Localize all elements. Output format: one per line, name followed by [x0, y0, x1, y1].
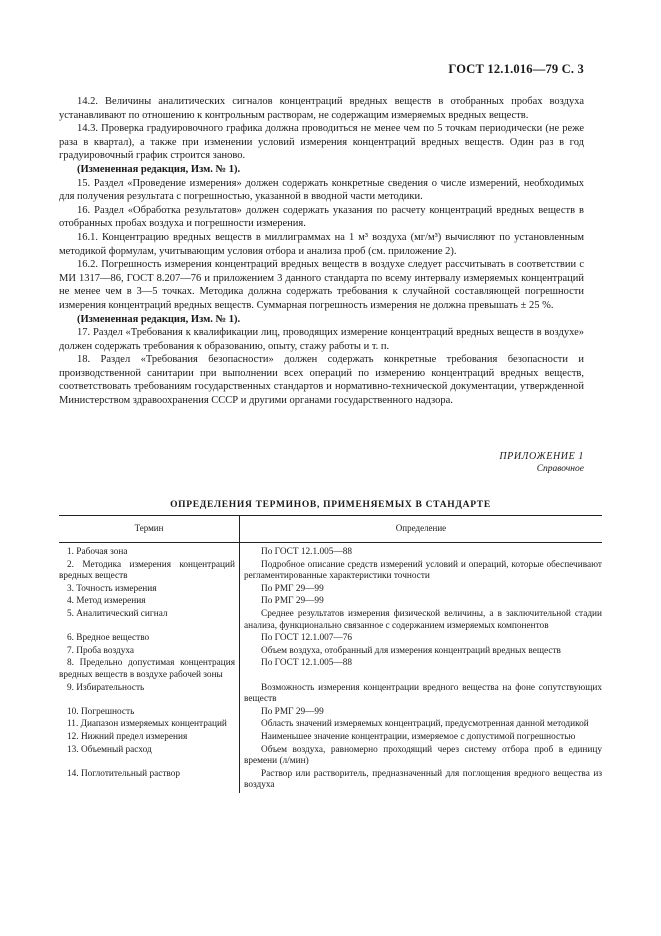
- definition-cell: Возможность измерения концентрации вредного вещества на фоне сопутствующих веществ: [244, 682, 602, 705]
- definition-cell: Область значений измеряемых концентраций, предусмотренная данной методикой: [261, 719, 589, 730]
- table-row: [59, 683, 602, 707]
- paragraph: 14.3. Проверка градуировочного графика должна проводиться не менее чем по 5 точкам периодически (не реже раза в квартал), а также при изменении условий измерения концентраций вредных веществ. Один раз в год градуировочный график строится заново.: [59, 123, 584, 162]
- definition-cell: Наименьшее значение концентрации, измеряемое с допустимой погрешностью: [261, 731, 576, 742]
- paragraph: 14.2. Величины аналитических сигналов концентраций вредных веществ в отобранных пробах воздуха устанавливают по отношению к контрольным растворам, не содержащим измеряемых вредных веществ.: [59, 96, 584, 121]
- appendix-label: [499, 451, 584, 474]
- definition-cell: По РМГ 29—99: [261, 596, 324, 607]
- table-row: [59, 769, 602, 793]
- table-row: [59, 646, 602, 659]
- paragraph: 16.2. Погрешность измерения концентраций вредных веществ в воздухе следует рассчитывать в соответствии с МИ 1317—86, ГОСТ 8.207—76 и приложением 3 данного стандарта по всему интервалу измеряемых концентраций не менее чем в 3—5 точках. Методика должна содержать требования к случайной составляющей погрешности измерения концентраций вредных веществ. Суммарная погрешность измерения не должна превышать ± 25 %.: [59, 259, 584, 311]
- definition-cell: Объем воздуха, равномерно проходящий через систему отбора проб в единицу времени (л/мин): [244, 744, 602, 767]
- definition-cell: По РМГ 29—99: [261, 706, 324, 717]
- definition-cell: Среднее результатов измерения физической величины, а в заключительной стадии анализа, функционально связанное с содержанием измеряемых компонентов: [244, 608, 602, 631]
- definition-cell: По ГОСТ 12.1.007—76: [261, 633, 352, 644]
- terms-table: [59, 515, 602, 793]
- table-row: [59, 745, 602, 769]
- table-row: [59, 560, 602, 584]
- table-row: [59, 543, 602, 560]
- definition-cell: По РМГ 29—99: [261, 583, 324, 594]
- table-row: [59, 584, 602, 597]
- term-cell: 12. Нижний предел измерения: [67, 731, 188, 742]
- appendix-title: ПРИЛОЖЕНИЕ 1: [499, 451, 584, 462]
- definition-cell: По ГОСТ 12.1.005—88: [261, 547, 352, 557]
- appendix-subtitle: Справочное: [536, 464, 584, 474]
- term-cell: 4. Метод измерения: [67, 596, 146, 607]
- definition-cell: Объем воздуха, отобранный для измерения концентраций вредных веществ: [261, 645, 561, 656]
- term-cell: 1. Рабочая зона: [67, 547, 128, 557]
- header-definition: Определение: [240, 516, 603, 543]
- term-cell: 14. Поглотительный раствор: [67, 768, 181, 779]
- term-cell: 8. Предельно допустимая концентрация вредных веществ в воздухе рабочей зоны: [59, 658, 235, 680]
- revision-note: (Измененная редакция, Изм. № 1).: [77, 313, 241, 325]
- table-title: ОПРЕДЕЛЕНИЯ ТЕРМИНОВ, ПРИМЕНЯЕМЫХ В СТАНДАРТЕ: [170, 500, 491, 510]
- table-row: [59, 707, 602, 720]
- table-row: [59, 596, 602, 609]
- term-cell: 5. Аналитический сигнал: [67, 608, 168, 619]
- paragraph: 16. Раздел «Обработка результатов» должен содержать указания по расчету концентраций вредных веществ в отобранных пробах воздуха и погрешности измерения.: [59, 204, 584, 230]
- body-text: [59, 95, 584, 408]
- page-header: ГОСТ 12.1.016—79 С. 3: [448, 62, 584, 76]
- paragraph: 16.1. Концентрацию вредных веществ в миллиграммах на 1 м³ воздуха (мг/м³) вычисляют по установленным методикой формулам, учитывающим условия отбора и анализа проб (см. приложение 2).: [59, 231, 584, 257]
- term-cell: 3. Точность измерения: [67, 583, 157, 594]
- term-cell: 13. Объемный расход: [67, 744, 152, 755]
- term-cell: 11. Диапазон измеряемых концентраций: [67, 719, 227, 730]
- table-row: [59, 732, 602, 745]
- paragraph: 17. Раздел «Требования к квалификации лиц, проводящих измерение концентраций вредных веществ в воздухе» должен содержать требования к образованию, опыту, стажу работы и т. п.: [59, 327, 584, 352]
- revision-note: (Измененная редакция, Изм. № 1).: [77, 163, 241, 175]
- term-cell: 7. Проба воздуха: [67, 645, 134, 656]
- definition-cell: По ГОСТ 12.1.005—88: [261, 658, 352, 669]
- table-row: [59, 719, 602, 732]
- term-cell: 10. Погрешность: [67, 706, 135, 717]
- header-term: Термин: [59, 516, 240, 543]
- table-row: [59, 633, 602, 646]
- paragraph: 18. Раздел «Требования безопасности» должен содержать конкретные требования безопасности и производственной санитарии при выполнении всех операций по измерению концентраций вредных веществ, соответствовать требованиям государственных стандартов и нормативно-технической документации, утвержденной Министерством здравоохранения СССР и другими органами государственного надзора.: [59, 354, 584, 407]
- term-cell: 9. Избирательность: [67, 682, 145, 693]
- definition-cell: Раствор или растворитель, предназначенный для поглощения вредного вещества из воздуха: [244, 768, 602, 791]
- table-row: [59, 609, 602, 633]
- term-cell: 6. Вредное вещество: [67, 633, 150, 644]
- table-row: [59, 658, 602, 682]
- paragraph: 15. Раздел «Проведение измерения» должен содержать конкретные сведения о числе измерений, необходимых для получения результата с погрешностью, указанной в вводной части методики.: [59, 177, 584, 203]
- definition-cell: Подробное описание средств измерений условий и операций, которые обеспечивают регламентированные характеристики точности: [244, 559, 602, 582]
- term-cell: 2. Методика измерения концентраций вредных веществ: [59, 559, 235, 582]
